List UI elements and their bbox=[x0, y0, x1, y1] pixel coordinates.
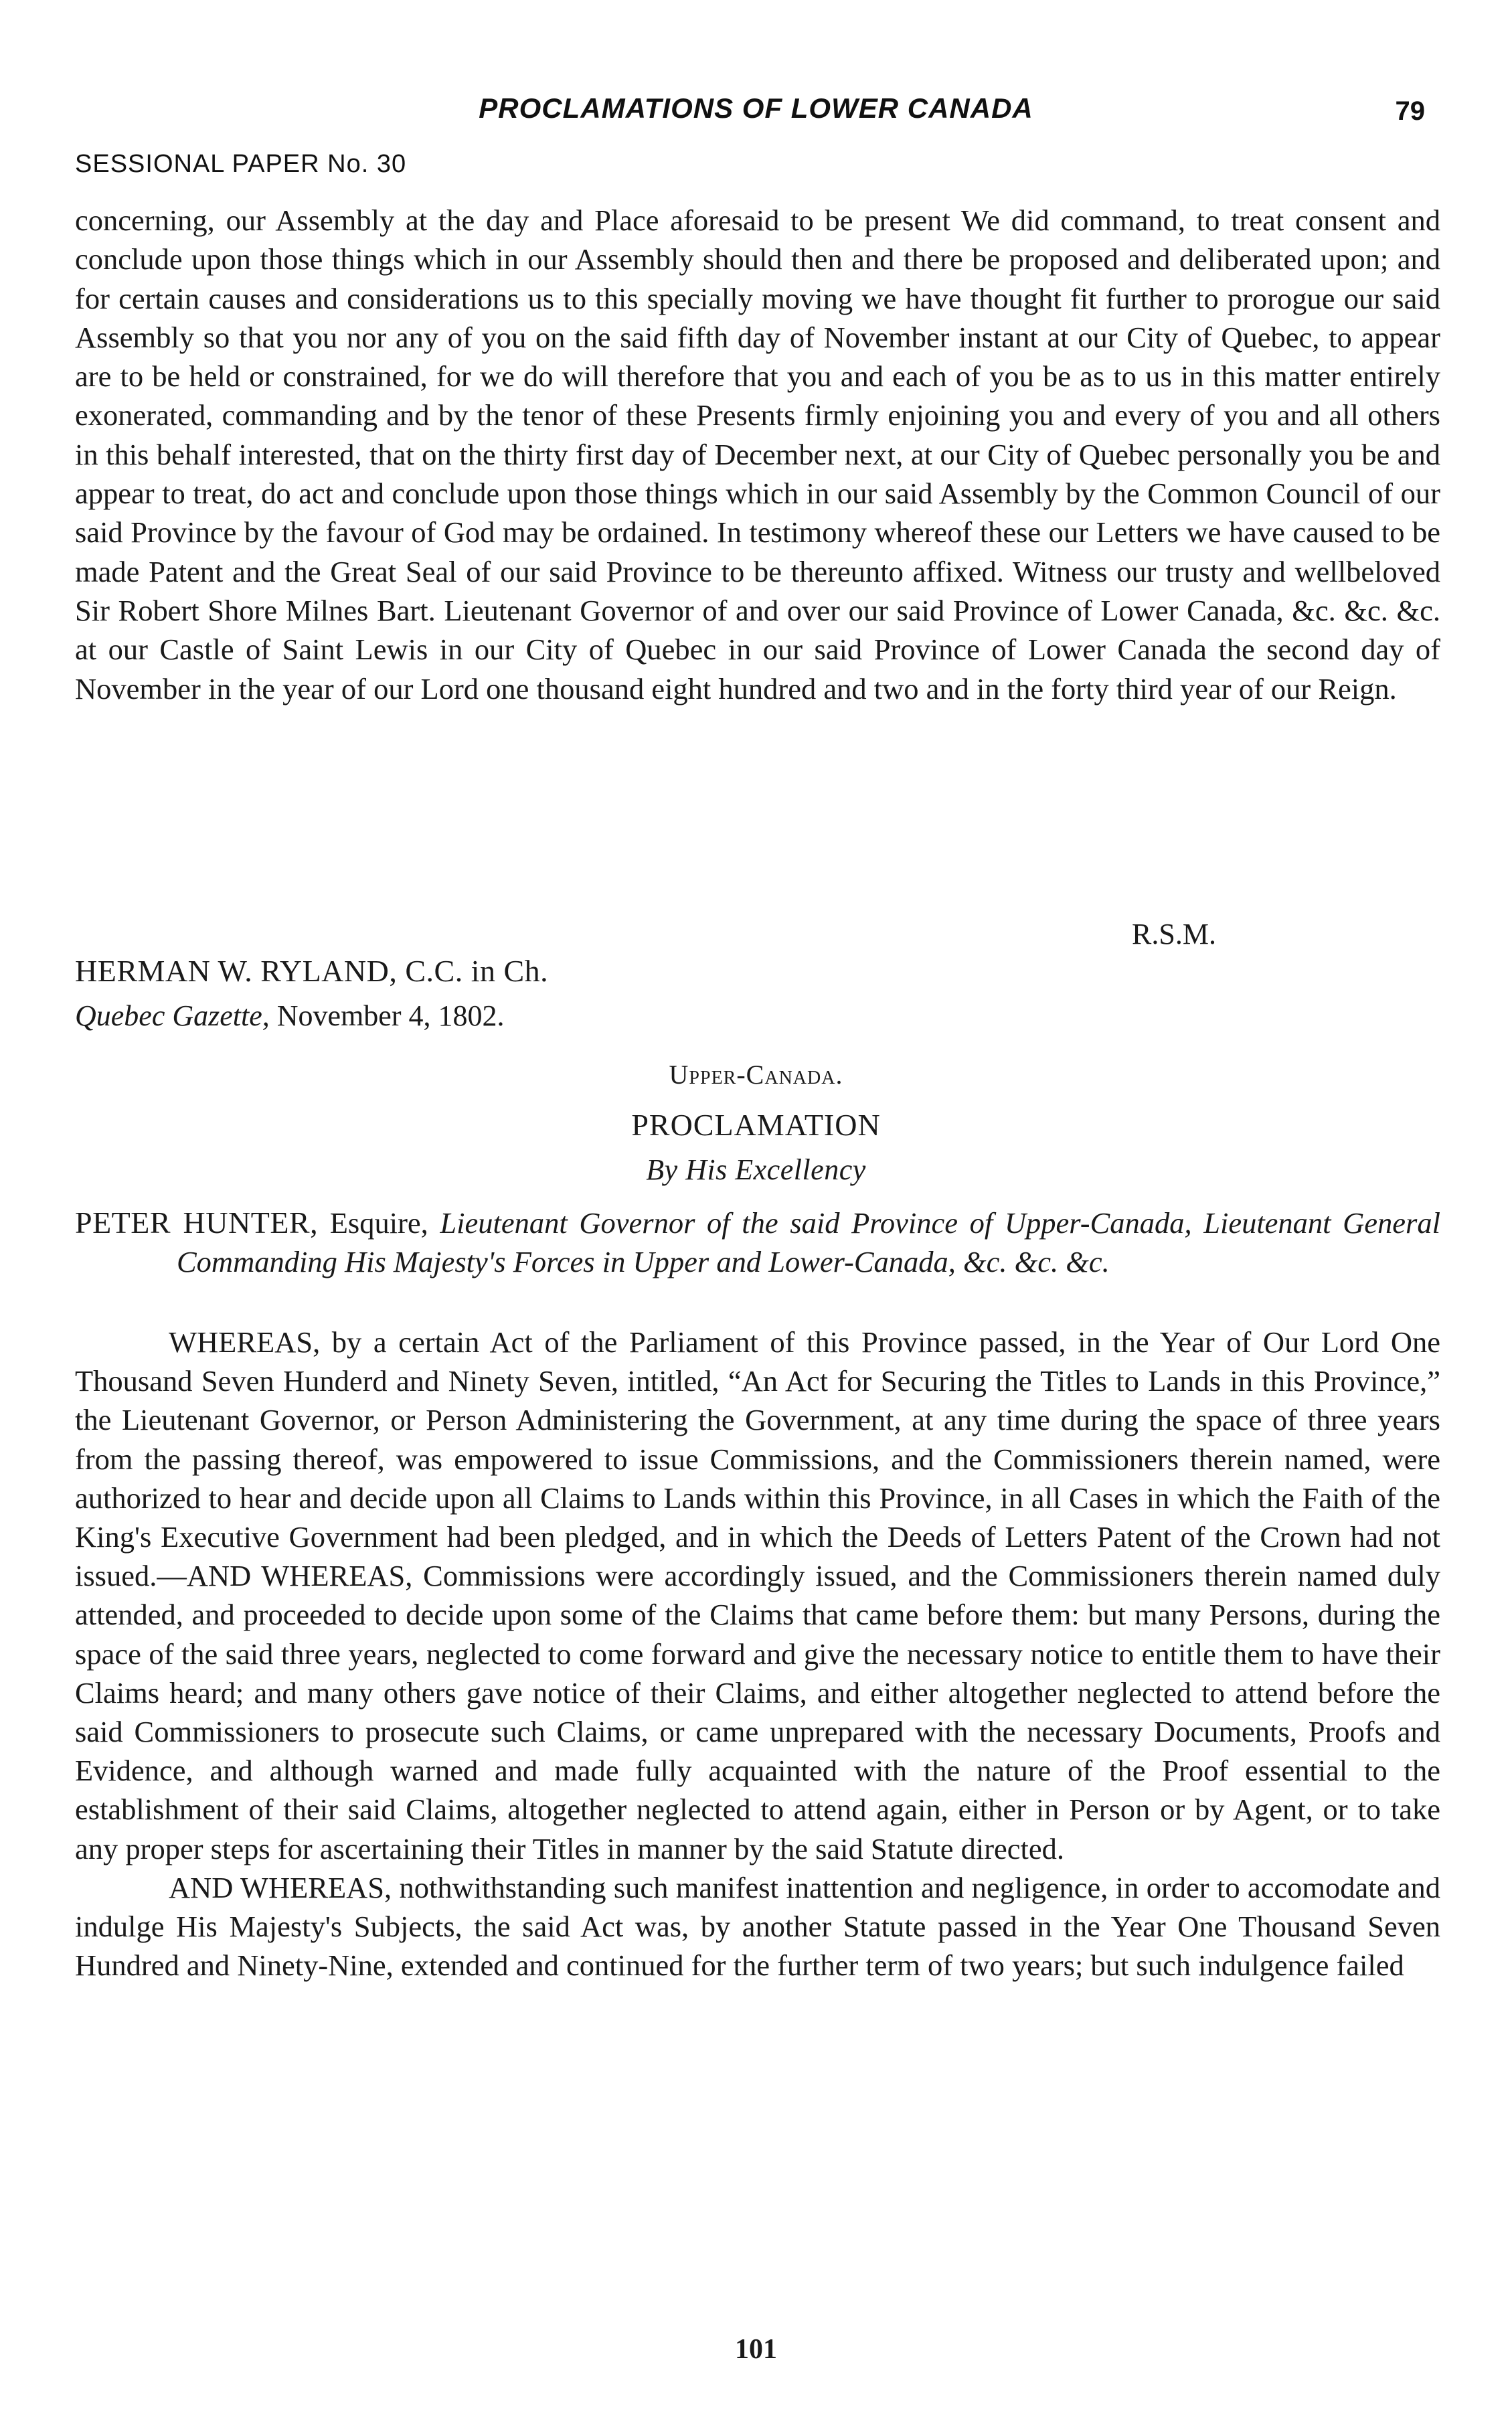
by-line: By His Excellency bbox=[646, 1153, 866, 1186]
lower-canada-proclamation-text bbox=[75, 201, 1440, 708]
source-date: November 4, 1802. bbox=[276, 999, 505, 1032]
upper-canada-proclamation-text bbox=[75, 1323, 1440, 1985]
paragraph: AND WHEREAS, nothwithstanding such manifest inattention and negligence, in order to accomodate and indulge His Majesty's Subjects, the said Act was, by another Statute passed in the Year One Thousand Seven Hundred and Ninety-Nine, extended and continued for the further term of two years; but such indulgence failed bbox=[75, 1870, 1440, 1983]
source-citation bbox=[75, 999, 505, 1033]
paragraph: concerning, our Assembly at the day and Place aforesaid to be present We did command, to treat consent and conclude upon those things which in our Assembly should then and there be proposed and deliberated upon; and for certain causes and considerations us to this specially moving we have thought fit further to prorogue our said Assembly so that you nor any of you on the said fifth day of November instant at our City of Quebec, to appear are to be held or constrained, for we do will therefore that you and each of you be as to us in this matter entirely exonerated, commanding and by the tenor of these Presents firmly enjoining you and every of you and all others in this behalf interested, that on the thirty first day of December next, at our City of Quebec personally you be and appear to treat, do act and conclude upon those things which in our said Assembly by the Common Council of our said Province by the favour of God may be ordained. In testimony whereof these our Letters we have caused to be made Patent and the Great Seal of our said Province to be thereunto affixed. Witness our trusty and wellbeloved Sir Robert Shore Milnes Bart. Lieutenant Governor of and over our said Province of Lower Canada, &c. &c. &c. at our Castle of Saint Lewis in our City of Quebec in our said Province of Lower Canada the second day of November in the year of our Lord one thousand eight hundred and two and in the forty third year of our Reign. bbox=[75, 203, 1440, 705]
paragraph: WHEREAS, by a certain Act of the Parliament of this Province passed, in the Year of Our Lord One Thousand Seven Hunderd and Ninety Seven, intitled, “An Act for Securing the Titles to Lands in this Province,” the Lieutenant Governor, or Person Administering the Government, at any time during the space of three years from the passing thereof, was empowered to issue Commissions, and the Commissioners therein named, were authorized to hear and decide upon all Claims to Lands within this Province, in all Cases in which the Faith of the King's Executive Government had been pledged, and in which the Deeds of Letters Patent of the Crown had not issued.—AND WHEREAS, Commissions were accordingly issued, and the Commissioners therein named duly attended, and proceeded to decide upon some of the Claims that came before them: but many Persons, during the space of the said three years, neglected to come forward and give the necessary notice to entitle them to have their Claims heard; and many others gave notice of their Claims, and either altogether neglected to attend before the said Commissioners to prosecute such Claims, or came unprepared with the necessary Documents, Proofs and Evidence, and although warned and made fully acquainted with the nature of the Proof essential to the establishment of their said Claims, altogether neglected to attend again, either in Person or by Agent, or to take any proper steps for ascertaining their Titles in manner by the said Statute directed. bbox=[75, 1325, 1440, 1865]
source-publication: Quebec Gazette, bbox=[75, 999, 270, 1032]
section-heading: Upper-Canada. bbox=[669, 1060, 843, 1090]
signatory: HERMAN W. RYLAND, C.C. in Ch. bbox=[75, 954, 549, 988]
page-number-bottom: 101 bbox=[735, 2334, 777, 2365]
page-number-top: 79 bbox=[1395, 96, 1425, 126]
initials: R.S.M. bbox=[1132, 918, 1216, 950]
governor-styling bbox=[75, 1203, 1440, 1281]
sessional-paper-label: SESSIONAL PAPER No. 30 bbox=[75, 150, 407, 178]
running-title: PROCLAMATIONS OF LOWER CANADA bbox=[479, 92, 1033, 124]
proclamation-title: PROCLAMATION bbox=[631, 1108, 881, 1142]
governor-esquire: Esquire, bbox=[329, 1206, 428, 1240]
governor-name: PETER HUNTER, bbox=[75, 1205, 319, 1240]
governor-title: Lieutenant Governor of the said Province of Upper-Canada, Lieutenant General Commanding His Majesty's Forces in Upper and Lower-Canada, &c. &c. &c. bbox=[177, 1206, 1440, 1278]
